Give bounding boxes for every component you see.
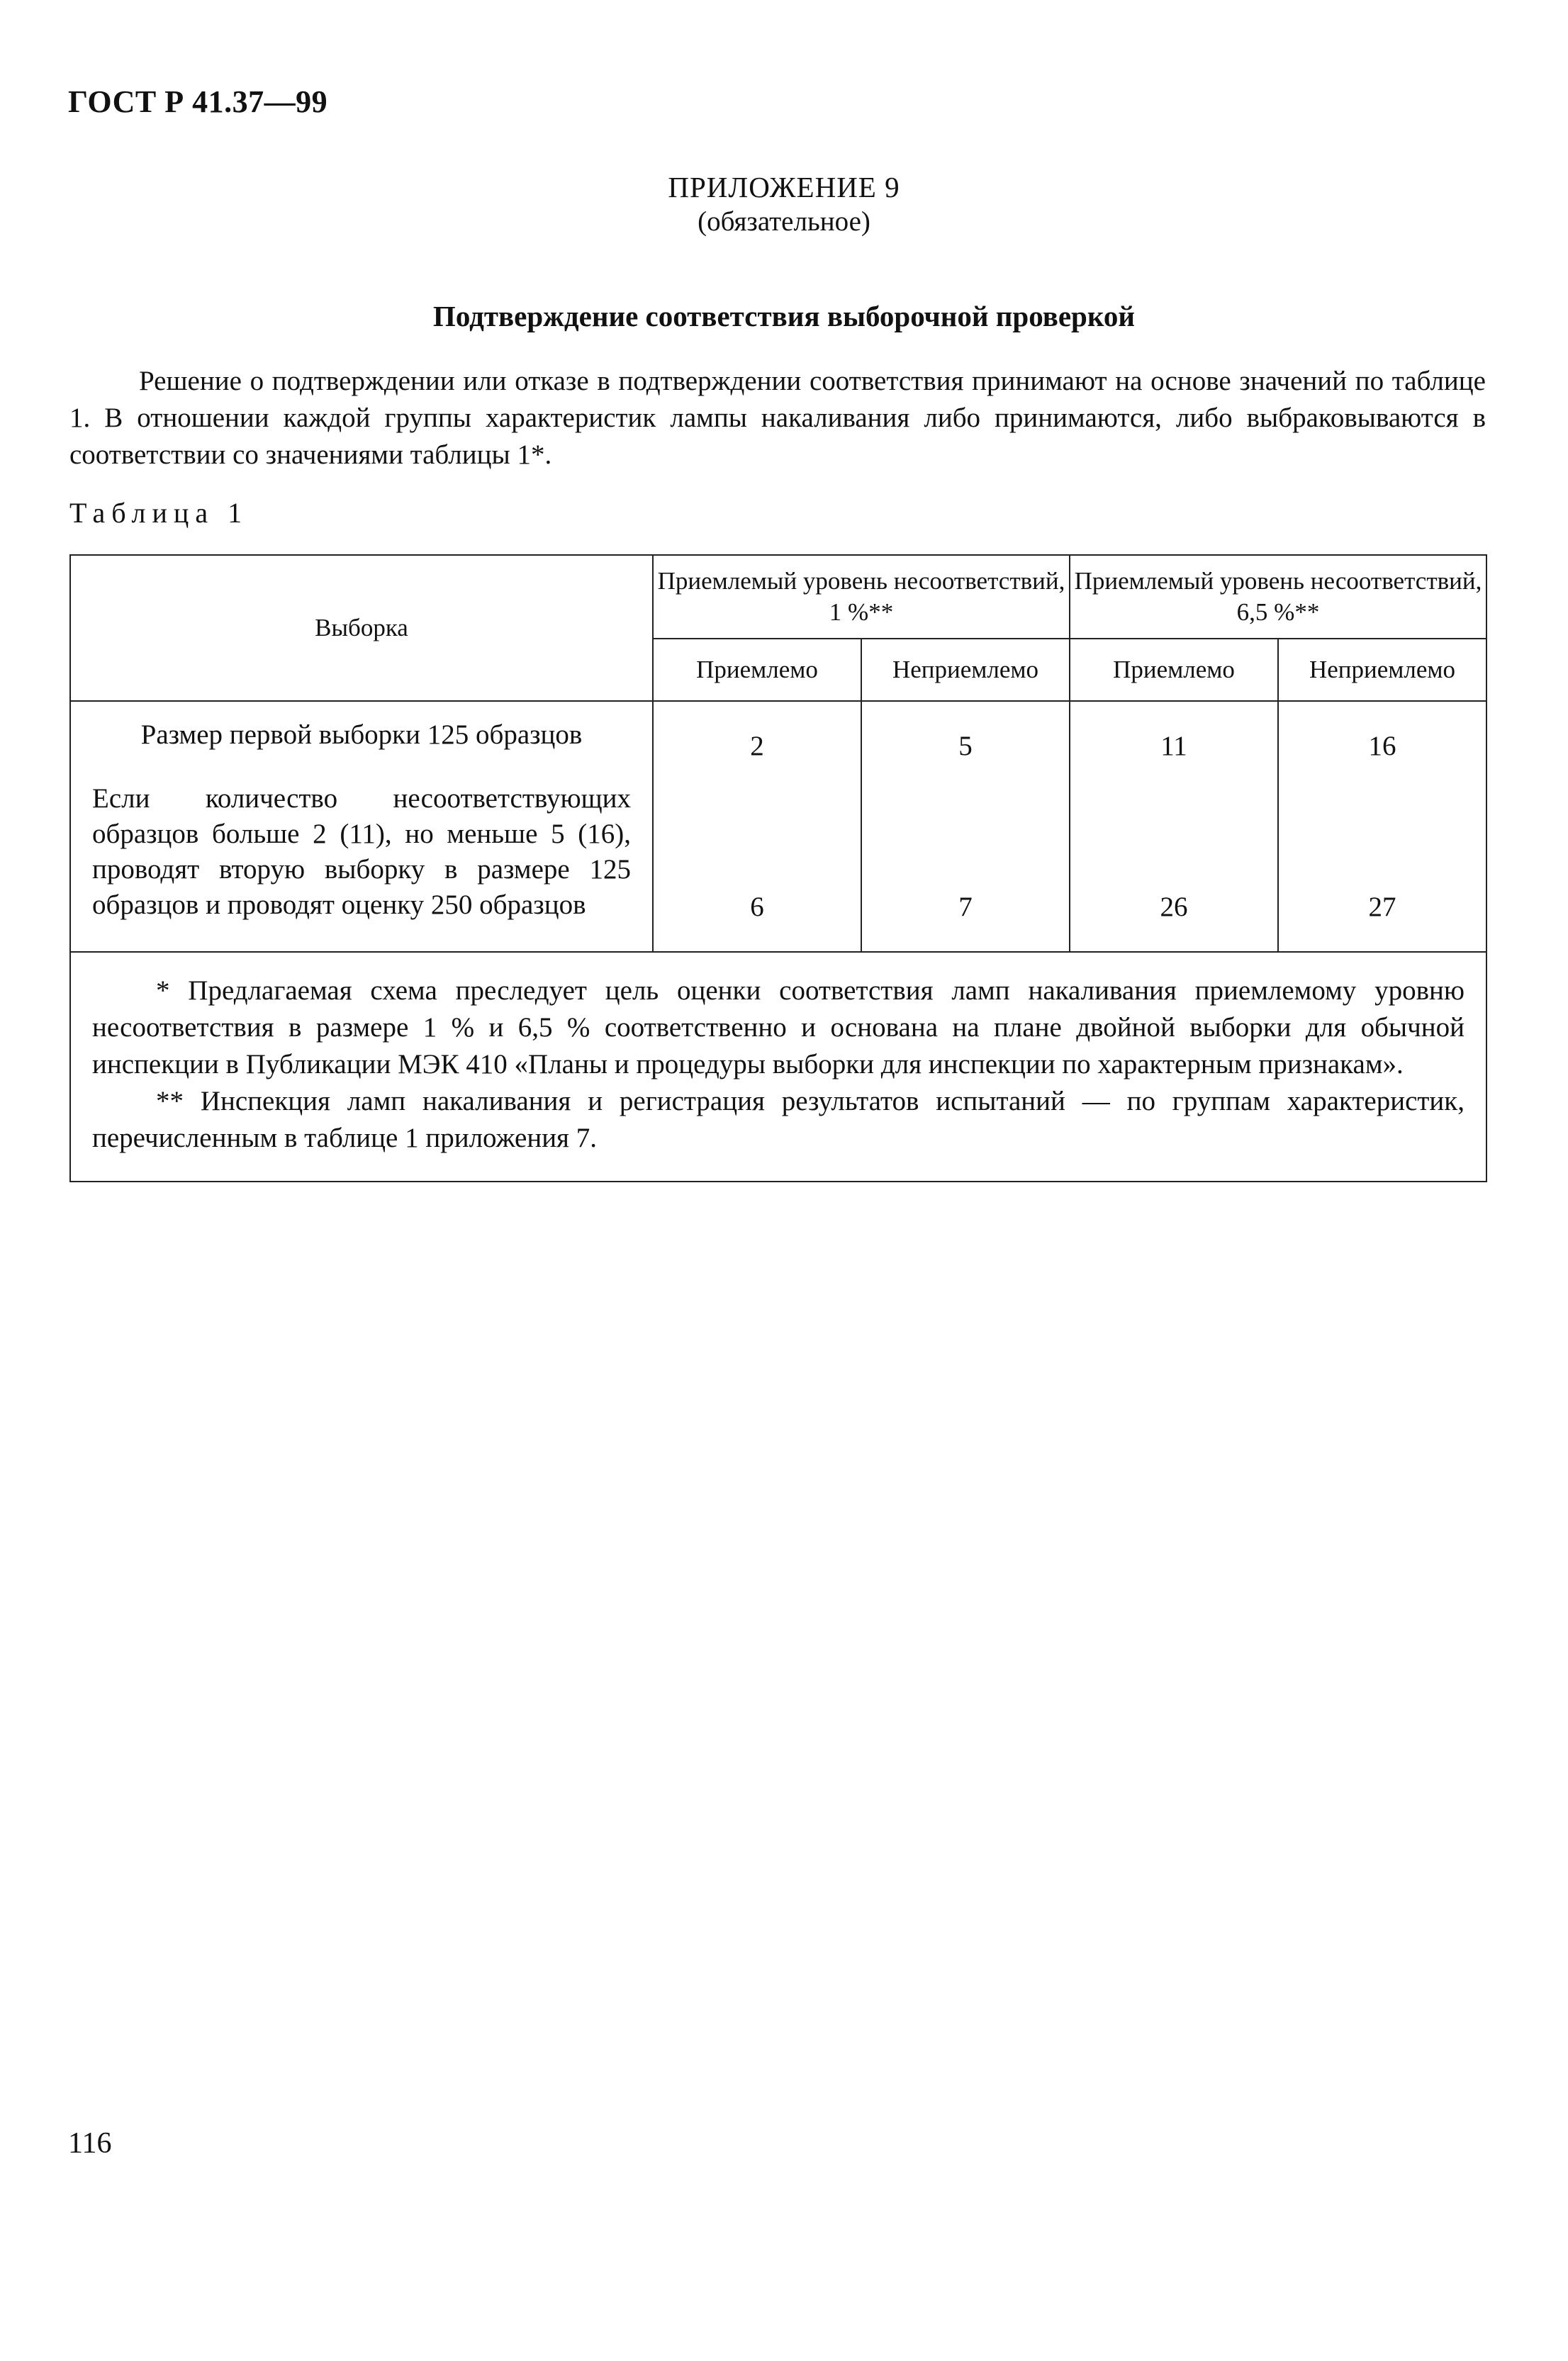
footnote-2: ** Инспекция ламп накаливания и регистрация результатов испытаний — по группам характеристик, перечисленным в таблице 1 приложения 7. (92, 1086, 1465, 1153)
values-acceptable-2 (1070, 701, 1278, 952)
header-group-6-5-percent: Приемлемый уровень несоответствий, 6,5 %** (1070, 555, 1486, 639)
table-row (70, 701, 1486, 952)
sampling-table (69, 554, 1487, 1182)
value-first: 11 (1160, 731, 1187, 761)
header-group-1-percent: Приемлемый уровень несоответствий, 1 %** (653, 555, 1070, 639)
second-sample-text: Если количество несоответствующих образцов больше 2 (11), но меньше 5 (16), проводят вторую выборку в размере 125 образцов и проводят оценку 250 образцов (92, 783, 631, 920)
first-sample-text: Размер первой выборки 125 образцов (140, 719, 583, 750)
value-first: 16 (1368, 731, 1396, 761)
appendix-subtitle: (обязательное) (698, 206, 870, 237)
header-unacceptable-2: Неприемлемо (1278, 639, 1486, 701)
value-first: 5 (958, 731, 973, 761)
value-second: 26 (1160, 892, 1188, 922)
value-second: 27 (1368, 892, 1396, 922)
document-code: ГОСТ Р 41.37—99 (68, 84, 328, 119)
table-notes (70, 952, 1486, 1182)
header-unacceptable-1: Неприемлемо (861, 639, 1070, 701)
appendix-title: ПРИЛОЖЕНИЕ 9 (668, 171, 900, 203)
intro-paragraph: Решение о подтверждении или отказе в подтверждении соответствия принимают на основе значений по таблице 1. В отношении каждой группы характеристик лампы накаливания либо принимаются, либо выбраковываются в соответствии со значениями таблицы 1*. (69, 366, 1486, 470)
header-acceptable-2: Приемлемо (1070, 639, 1278, 701)
value-first: 2 (750, 731, 764, 761)
section-title: Подтверждение соответствия выборочной проверкой (432, 300, 1136, 332)
table-caption: Таблица 1 (69, 497, 249, 529)
header-acceptable-1: Приемлемо (653, 639, 861, 701)
footnote-1: * Предлагаемая схема преследует цель оценки соответствия ламп накаливания приемлемому уровню несоответствия в размере 1 % и 6,5 % соответственно и основана на плане двойной выборки для обычной инспекции в Публикации МЭК 410 «Планы и процедуры выборки для инспекции по характерным признакам». (92, 975, 1465, 1079)
page-number: 116 (68, 2127, 112, 2160)
values-unacceptable-2 (1278, 701, 1486, 952)
sample-description (70, 701, 653, 952)
values-unacceptable-1 (861, 701, 1070, 952)
value-second: 7 (958, 892, 973, 922)
header-sample: Выборка (70, 555, 653, 701)
value-second: 6 (750, 892, 764, 922)
values-acceptable-1 (653, 701, 861, 952)
